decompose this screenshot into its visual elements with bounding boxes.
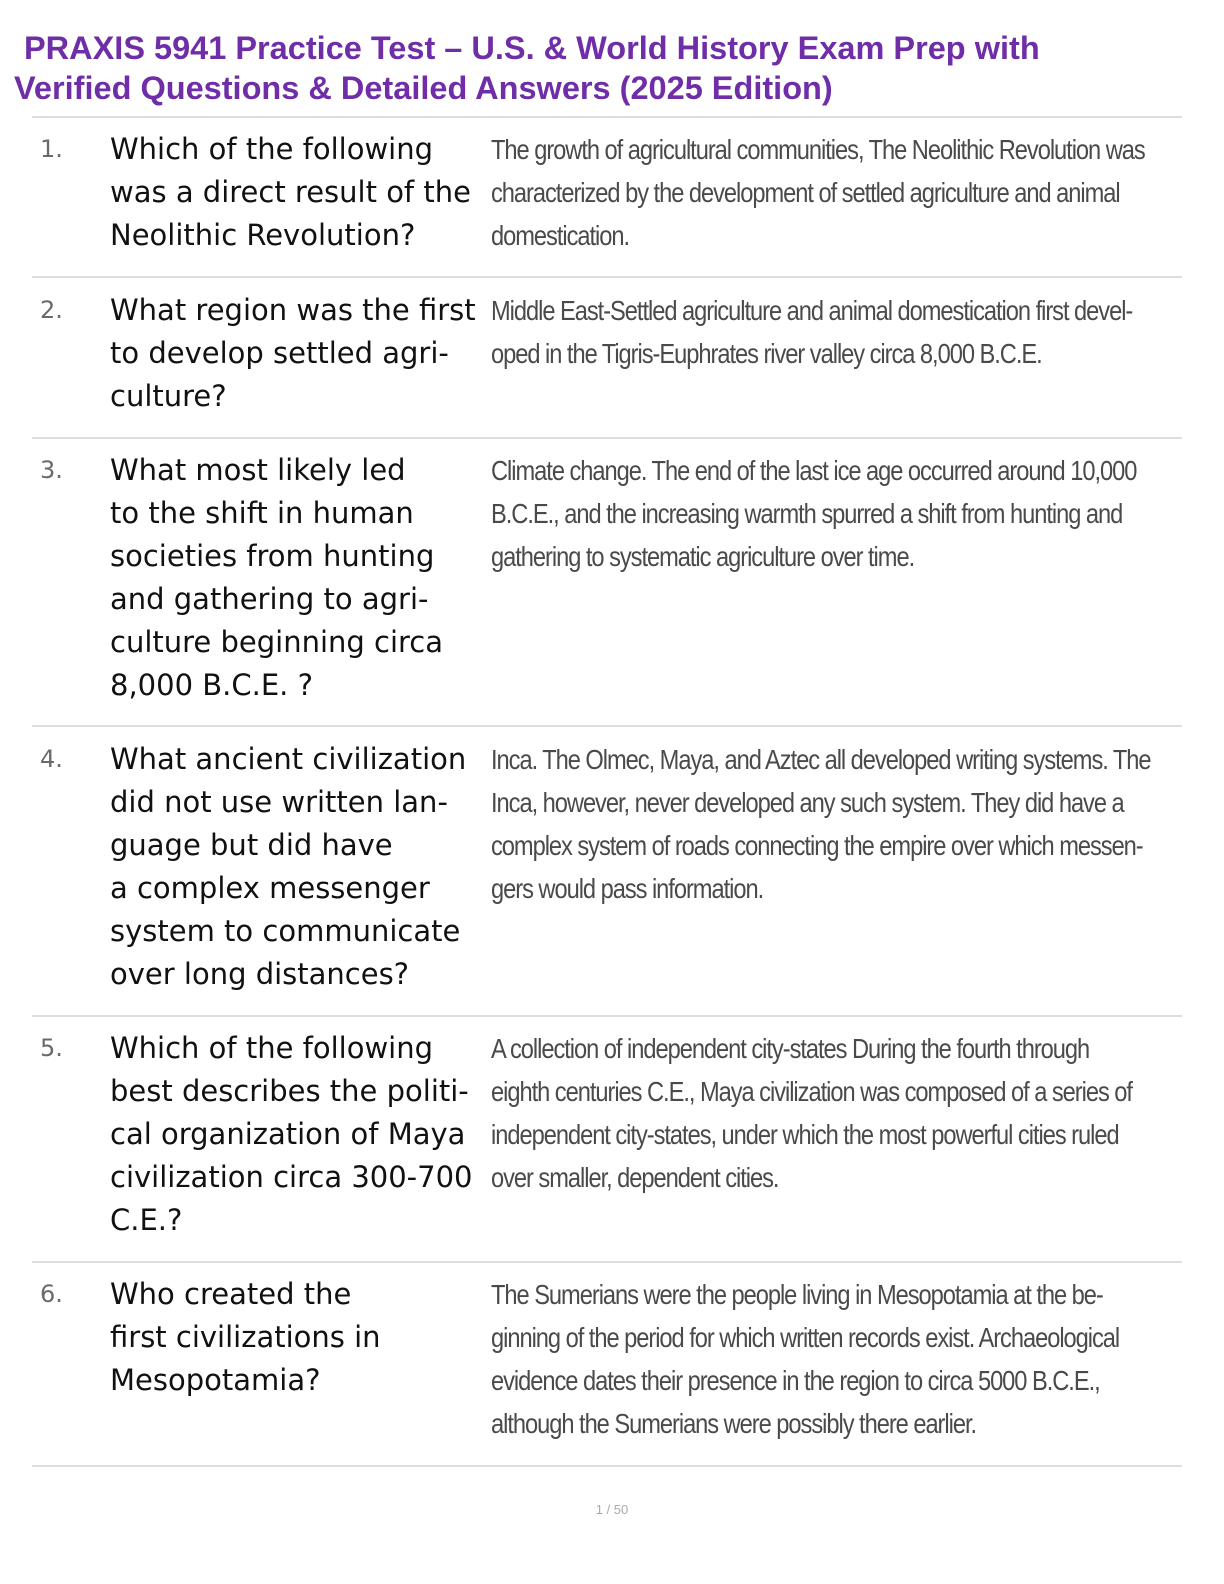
question-text: Which of the following best describes the politi- cal organization of Maya civilization circa 300-700 C.E.?	[110, 1031, 473, 1237]
question-text: Which of the following was a direct result of the Neolithic Revolution?	[110, 132, 471, 252]
document-title	[14, 28, 1204, 108]
answer-text: The Sumerians were the people living in Mesopotamia at the be- ginning of the period for which written records exist. Archaeological evidence dates their presence in the region to circa 5000 B.C.E., although the Sumerians were possibly there earlier.	[491, 1279, 1120, 1439]
question-number: 5.	[40, 1034, 63, 1062]
qa-item-6	[32, 1273, 1182, 1467]
answer-text: Middle East-Settled agriculture and animal domestication first devel- oped in the Tigris-Euphrates river valley circa 8,000 B.C.E.	[491, 295, 1133, 369]
header-divider	[32, 116, 1182, 118]
qa-item-1	[32, 128, 1182, 278]
question-number: 1.	[40, 135, 63, 163]
qa-item-2	[32, 289, 1182, 439]
document-title-line-1: PRAXIS 5941 Practice Test – U.S. & World History Exam Prep with	[24, 30, 1040, 66]
qa-item-4	[32, 738, 1182, 1017]
qa-item-5	[32, 1027, 1182, 1263]
question-text: What region was the first to develop settled agri- culture?	[110, 293, 476, 413]
page-number: 1 / 50	[595, 1502, 629, 1517]
question-number: 6.	[40, 1280, 63, 1308]
question-number: 3.	[40, 456, 63, 484]
question-text: What most likely led to the shift in human societies from hunting and gathering to agri- culture beginning circa 8,000 B.C.E. ?	[110, 453, 444, 702]
question-text: Who created the first civilizations in Mesopotamia?	[110, 1277, 381, 1397]
qa-item-3	[32, 449, 1182, 727]
answer-text: Climate change. The end of the last ice age occurred around 10,000 B.C.E., and the increasing warmth spurred a shift from hunting and gathering to systematic agriculture over time.	[491, 455, 1137, 572]
question-text: What ancient civilization did not use written lan- guage but did have a complex messenger system to communicate over long distances?	[110, 742, 467, 991]
answer-text: A collection of independent city-states During the fourth through eighth centuries C.E., Maya civilization was composed of a series of independent city-states, under which the most powerful cities ruled over smaller, dependent cities.	[491, 1033, 1132, 1193]
answer-text: Inca. The Olmec, Maya, and Aztec all developed writing systems. The Inca, however, never developed any such system. They did have a complex system of roads connecting the empire over which messen- gers would pass information.	[491, 744, 1151, 904]
question-number: 2.	[40, 296, 63, 324]
document-title-line-2: Verified Questions & Detailed Answers (2025 Edition)	[14, 70, 833, 106]
answer-text: The growth of agricultural communities, The Neolithic Revolution was characterized by the development of settled agriculture and animal domestication.	[491, 134, 1145, 251]
question-number: 4.	[40, 745, 63, 773]
